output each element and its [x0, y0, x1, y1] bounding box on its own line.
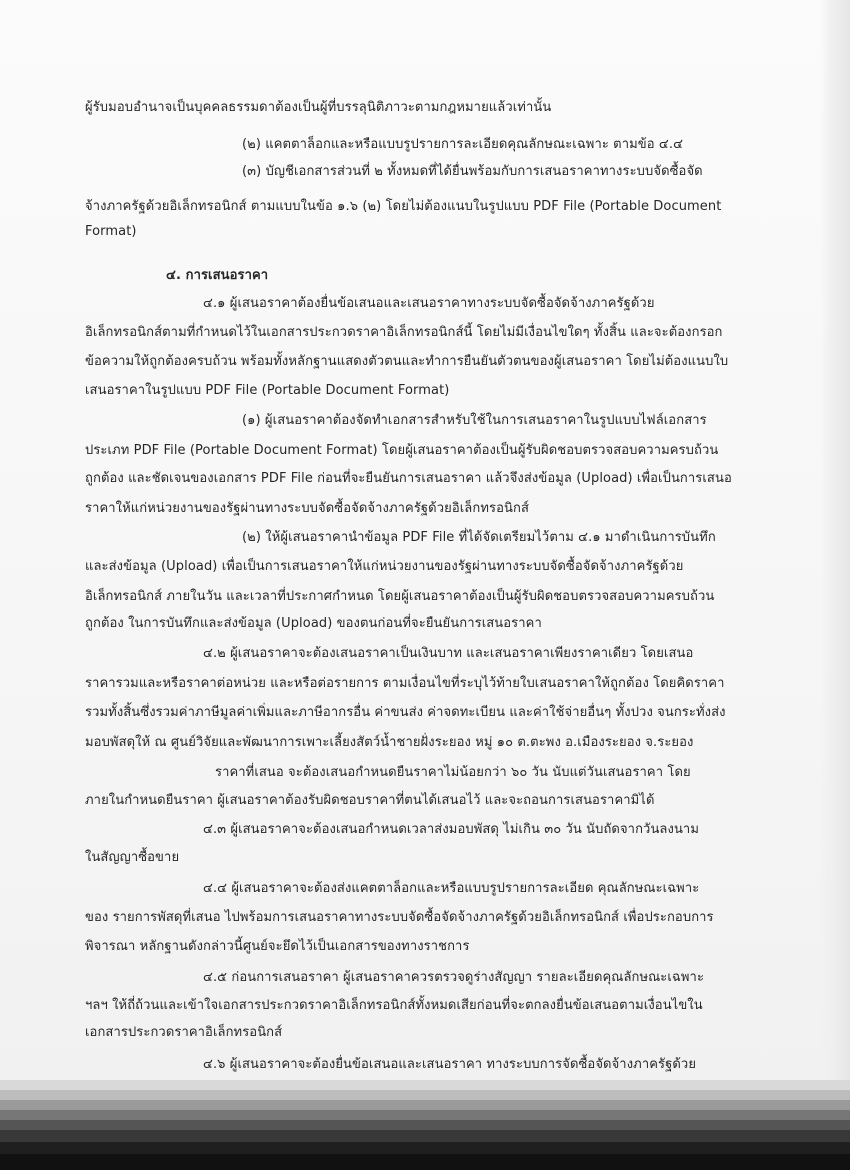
text-line: จ้างภาครัฐด้วยอิเล็กทรอนิกส์ ตามแบบในข้อ ๑.๖ (๒) โดยไม่ต้องแนบในรูปแบบ PDF File (Portable Document — [85, 199, 722, 214]
text-line: อิเล็กทรอนิกส์ ภายในวัน และเวลาที่ประกาศกำหนด โดยผู้เสนอราคาต้องเป็นผู้รับผิดชอบตรวจสอบความครบถ้วน — [85, 589, 715, 604]
text-line: มอบพัสดุให้ ณ ศูนย์วิจัยและพัฒนาการเพาะเลี้ยงสัตว์น้ำชายฝั่งระยอง หมู่ ๑๐ ต.ตะพง อ.เมืองระยอง จ.ระยอง — [85, 735, 694, 750]
text-line: ข้อความให้ถูกต้องครบถ้วน พร้อมทั้งหลักฐานแสดงตัวตนและทำการยืนยันตัวตนของผู้เสนอราคา โดยไม่ต้องแนบใบ — [85, 354, 729, 369]
text-line: และส่งข้อมูล (Upload) เพื่อเป็นการเสนอราคาให้แก่หน่วยงานของรัฐผ่านทางระบบจัดซื้อจัดจ้างภาครัฐด้วย — [85, 559, 684, 574]
text-line: ราคารวมและหรือราคาต่อหน่วย และหรือต่อรายการ ตามเงื่อนไขที่ระบุไว้ท้ายใบเสนอราคาให้ถูกต้อง โดยคิดราคา — [85, 676, 725, 691]
text-line: ผู้รับมอบอำนาจเป็นบุคคลธรรมดาต้องเป็นผู้ที่บรรลุนิติภาวะตามกฎหมายแล้วเท่านั้น — [85, 100, 552, 115]
text-line: รวมทั้งสิ้นซึ่งรวมค่าภาษีมูลค่าเพิ่มและภาษีอากรอื่น ค่าขนส่ง ค่าจดทะเบียน และค่าใช้จ่ายอื่นๆ ทั้งปวง จนกระทั่งส่ง — [85, 705, 726, 720]
text-line: ภายในกำหนดยืนราคา ผู้เสนอราคาต้องรับผิดชอบราคาที่ตนได้เสนอไว้ และจะถอนการเสนอราคามิได้ — [85, 793, 655, 808]
text-line: ถูกต้อง และชัดเจนของเอกสาร PDF File ก่อนที่จะยืนยันการเสนอราคา แล้วจึงส่งข้อมูล (Upload) เพื่อเป็นการเสนอ — [85, 471, 732, 486]
text-line: (๒) ให้ผู้เสนอราคานำข้อมูล PDF File ที่ได้จัดเตรียมไว้ตาม ๔.๑ มาดำเนินการบันทึก — [242, 530, 716, 545]
scanner-bottom-band — [0, 1080, 850, 1170]
text-line: เอกสารประกวดราคาอิเล็กทรอนิกส์ — [85, 1025, 283, 1040]
text-line: ถูกต้อง ในการบันทึกและส่งข้อมูล (Upload) ของตนก่อนที่จะยืนยันการเสนอราคา — [85, 616, 542, 631]
text-line: (๒) แคตตาล็อกและหรือแบบรูปรายการละเอียดคุณลักษณะเฉพาะ ตามข้อ ๔.๔ — [242, 137, 684, 152]
text-line: อิเล็กทรอนิกส์ตามที่กำหนดไว้ในเอกสารประกวดราคาอิเล็กทรอนิกส์นี้ โดยไม่มีเงื่อนไขใดๆ ทั้งสิ้น และจะต้องกรอก — [85, 325, 723, 340]
text-line: ของ รายการพัสดุที่เสนอ ไปพร้อมการเสนอราคาทางระบบจัดซื้อจัดจ้างภาครัฐด้วยอิเล็กทรอนิกส์ เพื่อประกอบการ — [85, 910, 714, 925]
page-edge-shadow — [820, 0, 850, 1080]
text-line: ประเภท PDF File (Portable Document Format) โดยผู้เสนอราคาต้องเป็นผู้รับผิดชอบตรวจสอบความครบถ้วน — [85, 443, 719, 458]
text-line: ๔.๓ ผู้เสนอราคาจะต้องเสนอกำหนดเวลาส่งมอบพัสดุ ไม่เกิน ๓๐ วัน นับถัดจากวันลงนาม — [203, 822, 700, 837]
text-line: ในสัญญาซื้อขาย — [85, 850, 180, 865]
text-line: ราคาที่เสนอ จะต้องเสนอกำหนดยืนราคาไม่น้อยกว่า ๖๐ วัน นับแต่วันเสนอราคา โดย — [215, 765, 691, 780]
text-line: ฯลฯ ให้ถี่ถ้วนและเข้าใจเอกสารประกวดราคาอิเล็กทรอนิกส์ทั้งหมดเสียก่อนที่จะตกลงยื่นข้อเสนอตามเงื่อนไขใน — [85, 998, 703, 1013]
text-line: Format) — [85, 224, 137, 239]
text-line: ๔.๔ ผู้เสนอราคาจะต้องส่งแคตตาล็อกและหรือแบบรูปรายการละเอียด คุณลักษณะเฉพาะ — [203, 881, 700, 896]
text-line: ๔.๕ ก่อนการเสนอราคา ผู้เสนอราคาควรตรวจดูร่างสัญญา รายละเอียดคุณลักษณะเฉพาะ — [203, 970, 705, 985]
text-line: ๔.๑ ผู้เสนอราคาต้องยื่นข้อเสนอและเสนอราคาทางระบบจัดซื้อจัดจ้างภาครัฐด้วย — [203, 296, 655, 311]
text-line: (๑) ผู้เสนอราคาต้องจัดทำเอกสารสำหรับใช้ในการเสนอราคาในรูปแบบไฟล์เอกสาร — [242, 413, 707, 428]
section-heading: ๔. การเสนอราคา — [166, 268, 269, 283]
text-line: ๔.๒ ผู้เสนอราคาจะต้องเสนอราคาเป็นเงินบาท และเสนอราคาเพียงราคาเดียว โดยเสนอ — [203, 646, 694, 661]
text-line: ๔.๖ ผู้เสนอราคาจะต้องยื่นข้อเสนอและเสนอราคา ทางระบบการจัดซื้อจัดจ้างภาครัฐด้วย — [203, 1057, 697, 1072]
text-line: ราคาให้แก่หน่วยงานของรัฐผ่านทางระบบจัดซื้อจัดจ้างภาครัฐด้วยอิเล็กทรอนิกส์ — [85, 501, 529, 516]
text-line: เสนอราคาในรูปแบบ PDF File (Portable Document Format) — [85, 383, 450, 398]
text-line: พิจารณา หลักฐานดังกล่าวนี้ศูนย์จะยึดไว้เป็นเอกสารของทางราชการ — [85, 939, 470, 954]
text-line: (๓) บัญชีเอกสารส่วนที่ ๒ ทั้งหมดที่ได้ยื่นพร้อมกับการเสนอราคาทางระบบจัดซื้อจัด — [242, 164, 703, 179]
